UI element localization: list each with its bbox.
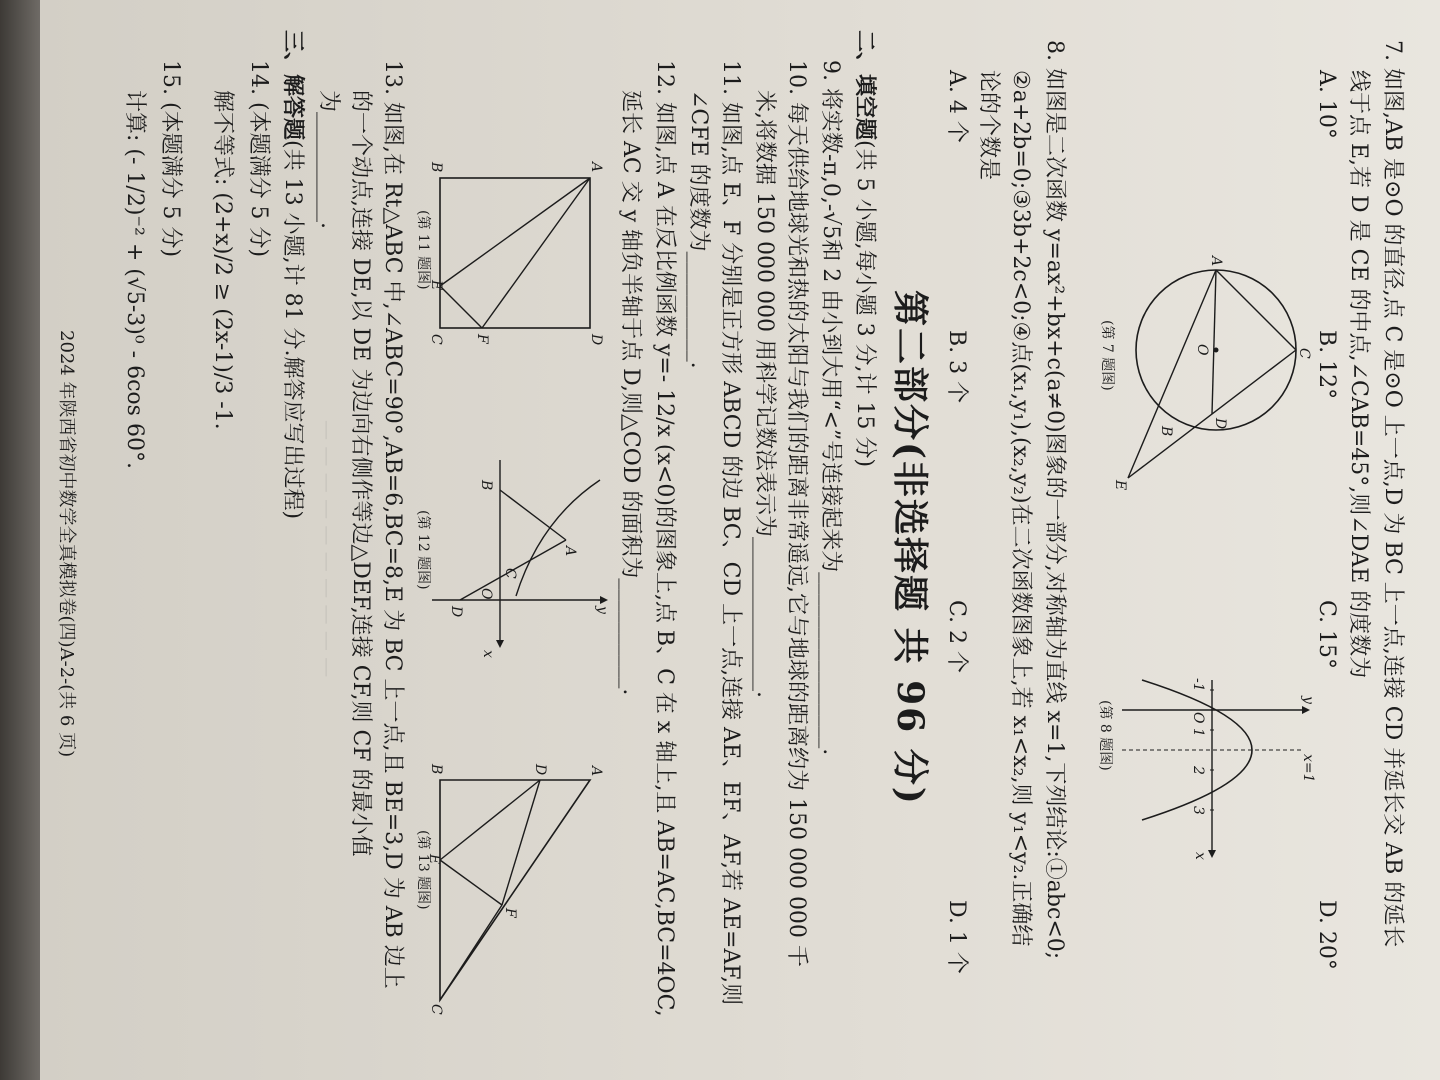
q8-option-d: D. 1 个 bbox=[944, 900, 969, 974]
fig12-label-y: y bbox=[594, 606, 610, 614]
fig7-label-a: A bbox=[1208, 256, 1224, 267]
q10-answer-blank[interactable]: ______________. bbox=[752, 536, 777, 698]
q11-answer-blank[interactable]: __________. bbox=[686, 251, 711, 369]
fig8-label-minus1: -1 bbox=[1190, 678, 1206, 692]
q8-line-3: 论的个数是 bbox=[976, 70, 1001, 181]
fig8-label-o: O bbox=[1190, 712, 1206, 724]
page-edge-shadow bbox=[0, 0, 40, 1080]
q10-label: 米,将数据 150 000 000 用科学记数法表示为 bbox=[752, 90, 777, 537]
q12-label: 延长 AC 交 y 轴负半轴于点 D,则△COD 的面积为 bbox=[618, 90, 643, 579]
figure-q11-svg bbox=[430, 150, 610, 390]
q13-answer-blank[interactable]: __________. bbox=[316, 112, 341, 230]
section2-title-row bbox=[850, 30, 878, 467]
fig11-label-a: A bbox=[588, 162, 604, 173]
q11-label: ∠CFE 的度数为 bbox=[686, 90, 711, 252]
fig11-label-d: D bbox=[588, 334, 604, 346]
q9-answer-blank[interactable]: ________________. bbox=[818, 572, 843, 756]
section3-desc: (共 13 小题,计 81 分.解答应写出过程) bbox=[280, 140, 305, 520]
q12-line-2 bbox=[616, 90, 644, 695]
q13-line-3 bbox=[314, 90, 342, 229]
fig8-label-axis: x=1 bbox=[1300, 754, 1316, 783]
q7-line-2: 线于点 E,若 D 是 CE 的中点,∠CAB=45°,则∠DAE 的度数为 bbox=[1346, 70, 1371, 679]
fig13-label-d: D bbox=[532, 764, 548, 776]
figure-q12-caption: (第 12 题图) bbox=[415, 510, 431, 590]
fig11-label-c bbox=[430, 334, 444, 345]
q7-line-1: 7. 如图,AB 是⊙O 的直径,点 C 是⊙O 上一点,D 为 BC 上一点,连接 CD 并延长交 AB 的延长 bbox=[1380, 40, 1405, 948]
figure-q7 bbox=[1099, 250, 1312, 490]
q8-line-2: ②a+2b=0;③3b+2c<0;④点(x₁,y₁),(x₂,y₂)在二次函数图象上,若 x₁<x₂,则 y₁<y₂.正确结 bbox=[1008, 70, 1033, 947]
q13-line-1: 13. 如图,在 Rt△ABC 中,∠ABC=90°,AB=6,BC=8,E 为 BC 上一点,且 BE=3,D 为 AB 边上 bbox=[380, 60, 405, 989]
fig8-label-x: x bbox=[1192, 852, 1208, 860]
q13-line-2: 的一个动点,连接 DE,以 DE 为边向右侧作等边△DEF,连接 CF,则 CF 的最小值 bbox=[348, 90, 373, 857]
figure-q12-svg bbox=[430, 450, 610, 670]
q12-answer-blank[interactable]: __________. bbox=[618, 578, 643, 696]
part2-heading: 第二部分(非选择题 共 96 分) bbox=[889, 290, 931, 806]
fig12-label-o: O bbox=[478, 588, 494, 600]
figure-q8 bbox=[1092, 640, 1322, 860]
figure-q13-caption: (第 13 题图) bbox=[415, 830, 431, 910]
q8-line-1: 8. 如图是二次函数 y=ax²+bx+c(a≠0)图象的一部分,对称轴为直线 x=1,下列结论:①abc<0; bbox=[1042, 40, 1067, 960]
q8-option-c: C. 2 个 bbox=[944, 600, 969, 674]
q14-line-2: 解不等式: (2+x)/2 ≥ (2x-1)/3 -1. bbox=[210, 90, 235, 430]
figure-q8-caption: (第 8 题图) bbox=[1097, 700, 1113, 771]
fig7-label-b: B bbox=[1158, 426, 1174, 437]
q14-line-1: 14. (本题满分 5 分) bbox=[246, 60, 271, 258]
fig12-label-x: x bbox=[480, 650, 496, 658]
q15-line-2: 计算: (- 1/2)⁻² + (√5-3)⁰ - 6cos 60°. bbox=[122, 90, 147, 469]
fig8-label-3: 3 bbox=[1190, 806, 1206, 815]
fig13-label-f: F bbox=[502, 908, 518, 918]
fig12-label-b: B bbox=[478, 480, 494, 491]
section2-title: 二、填空题 bbox=[852, 30, 877, 141]
q11-line-2 bbox=[684, 90, 712, 369]
q10-line-2 bbox=[750, 90, 778, 698]
q12-line-1: 12. 如图,点 A 在反比例函数 y=- 12/x (x<0)的图象上,点 B、C 在 x 轴上,且 AB=AC,BC=4OC, bbox=[652, 60, 677, 1017]
section2-desc: (共 5 小题,每小题 3 分,计 15 分) bbox=[852, 140, 877, 468]
q9-label: 9. 将实数-π,0,-√5和 2 由小到大用“<”号连接起来为 bbox=[818, 60, 843, 573]
fig7-label-e: E bbox=[1112, 480, 1128, 490]
fig13-label-b bbox=[430, 763, 444, 774]
q7-option-a: A. 10° bbox=[1314, 70, 1339, 139]
bleed-through: — — — — — — — — — — bbox=[316, 420, 340, 678]
fig11-label-f: F bbox=[474, 334, 490, 344]
fig12-label-a: A bbox=[562, 546, 578, 557]
q7-option-c: C. 15° bbox=[1314, 600, 1339, 670]
fig11-label-b bbox=[430, 161, 444, 172]
q11-line-1: 11. 如图,点 E、F 分别是正方形 ABCD 的边 BC、CD 上一点,连接 AE、EF、AF,若 AE=AF,则 bbox=[718, 60, 743, 1006]
exam-page bbox=[40, 0, 1440, 1080]
figure-q13-svg bbox=[430, 760, 610, 1020]
q8-option-b: B. 3 个 bbox=[944, 330, 969, 404]
figure-q11-caption: (第 11 题图) bbox=[415, 210, 431, 290]
fig7-label-o: O bbox=[1194, 344, 1210, 356]
q9-text bbox=[816, 60, 844, 755]
fig8-label-1: 1 bbox=[1190, 728, 1206, 737]
q8-option-a: A. 4 个 bbox=[944, 70, 969, 143]
fig12-label-d: D bbox=[448, 606, 464, 618]
q7-option-b: B. 12° bbox=[1314, 330, 1339, 400]
figure-q11 bbox=[410, 150, 610, 390]
fig13-label-a: A bbox=[588, 766, 604, 777]
q10-line-1: 10. 每天供给地球光和热的太阳与我们的距离非常遥远,它与地球的距离约为 150 000 000 千 bbox=[784, 60, 809, 967]
figure-q8-svg bbox=[1092, 640, 1322, 860]
figure-q13 bbox=[410, 760, 610, 1020]
fig7-label-c: C bbox=[1296, 348, 1312, 359]
fig8-label-y: y bbox=[1300, 696, 1316, 704]
fig8-label-2: 2 bbox=[1190, 766, 1206, 775]
q15-line-1: 15. (本题满分 5 分) bbox=[158, 60, 183, 258]
fig7-label-d: D bbox=[1212, 418, 1228, 430]
fig12-label-c: C bbox=[502, 568, 518, 579]
q13-label: 为 bbox=[316, 90, 341, 113]
q7-option-d: D. 20° bbox=[1314, 900, 1339, 970]
section3-title: 三、解答题 bbox=[280, 30, 305, 141]
figure-q12 bbox=[410, 450, 610, 670]
section3-title-row bbox=[278, 30, 306, 519]
fig13-label-c bbox=[430, 1004, 444, 1015]
figure-q7-svg bbox=[1102, 250, 1312, 490]
page-footer: 2024 年陕西省初中数学全真模拟卷(四)A-2-(共 6 页) bbox=[56, 330, 77, 758]
figure-q7-caption: (第 7 题图) bbox=[1099, 320, 1115, 391]
